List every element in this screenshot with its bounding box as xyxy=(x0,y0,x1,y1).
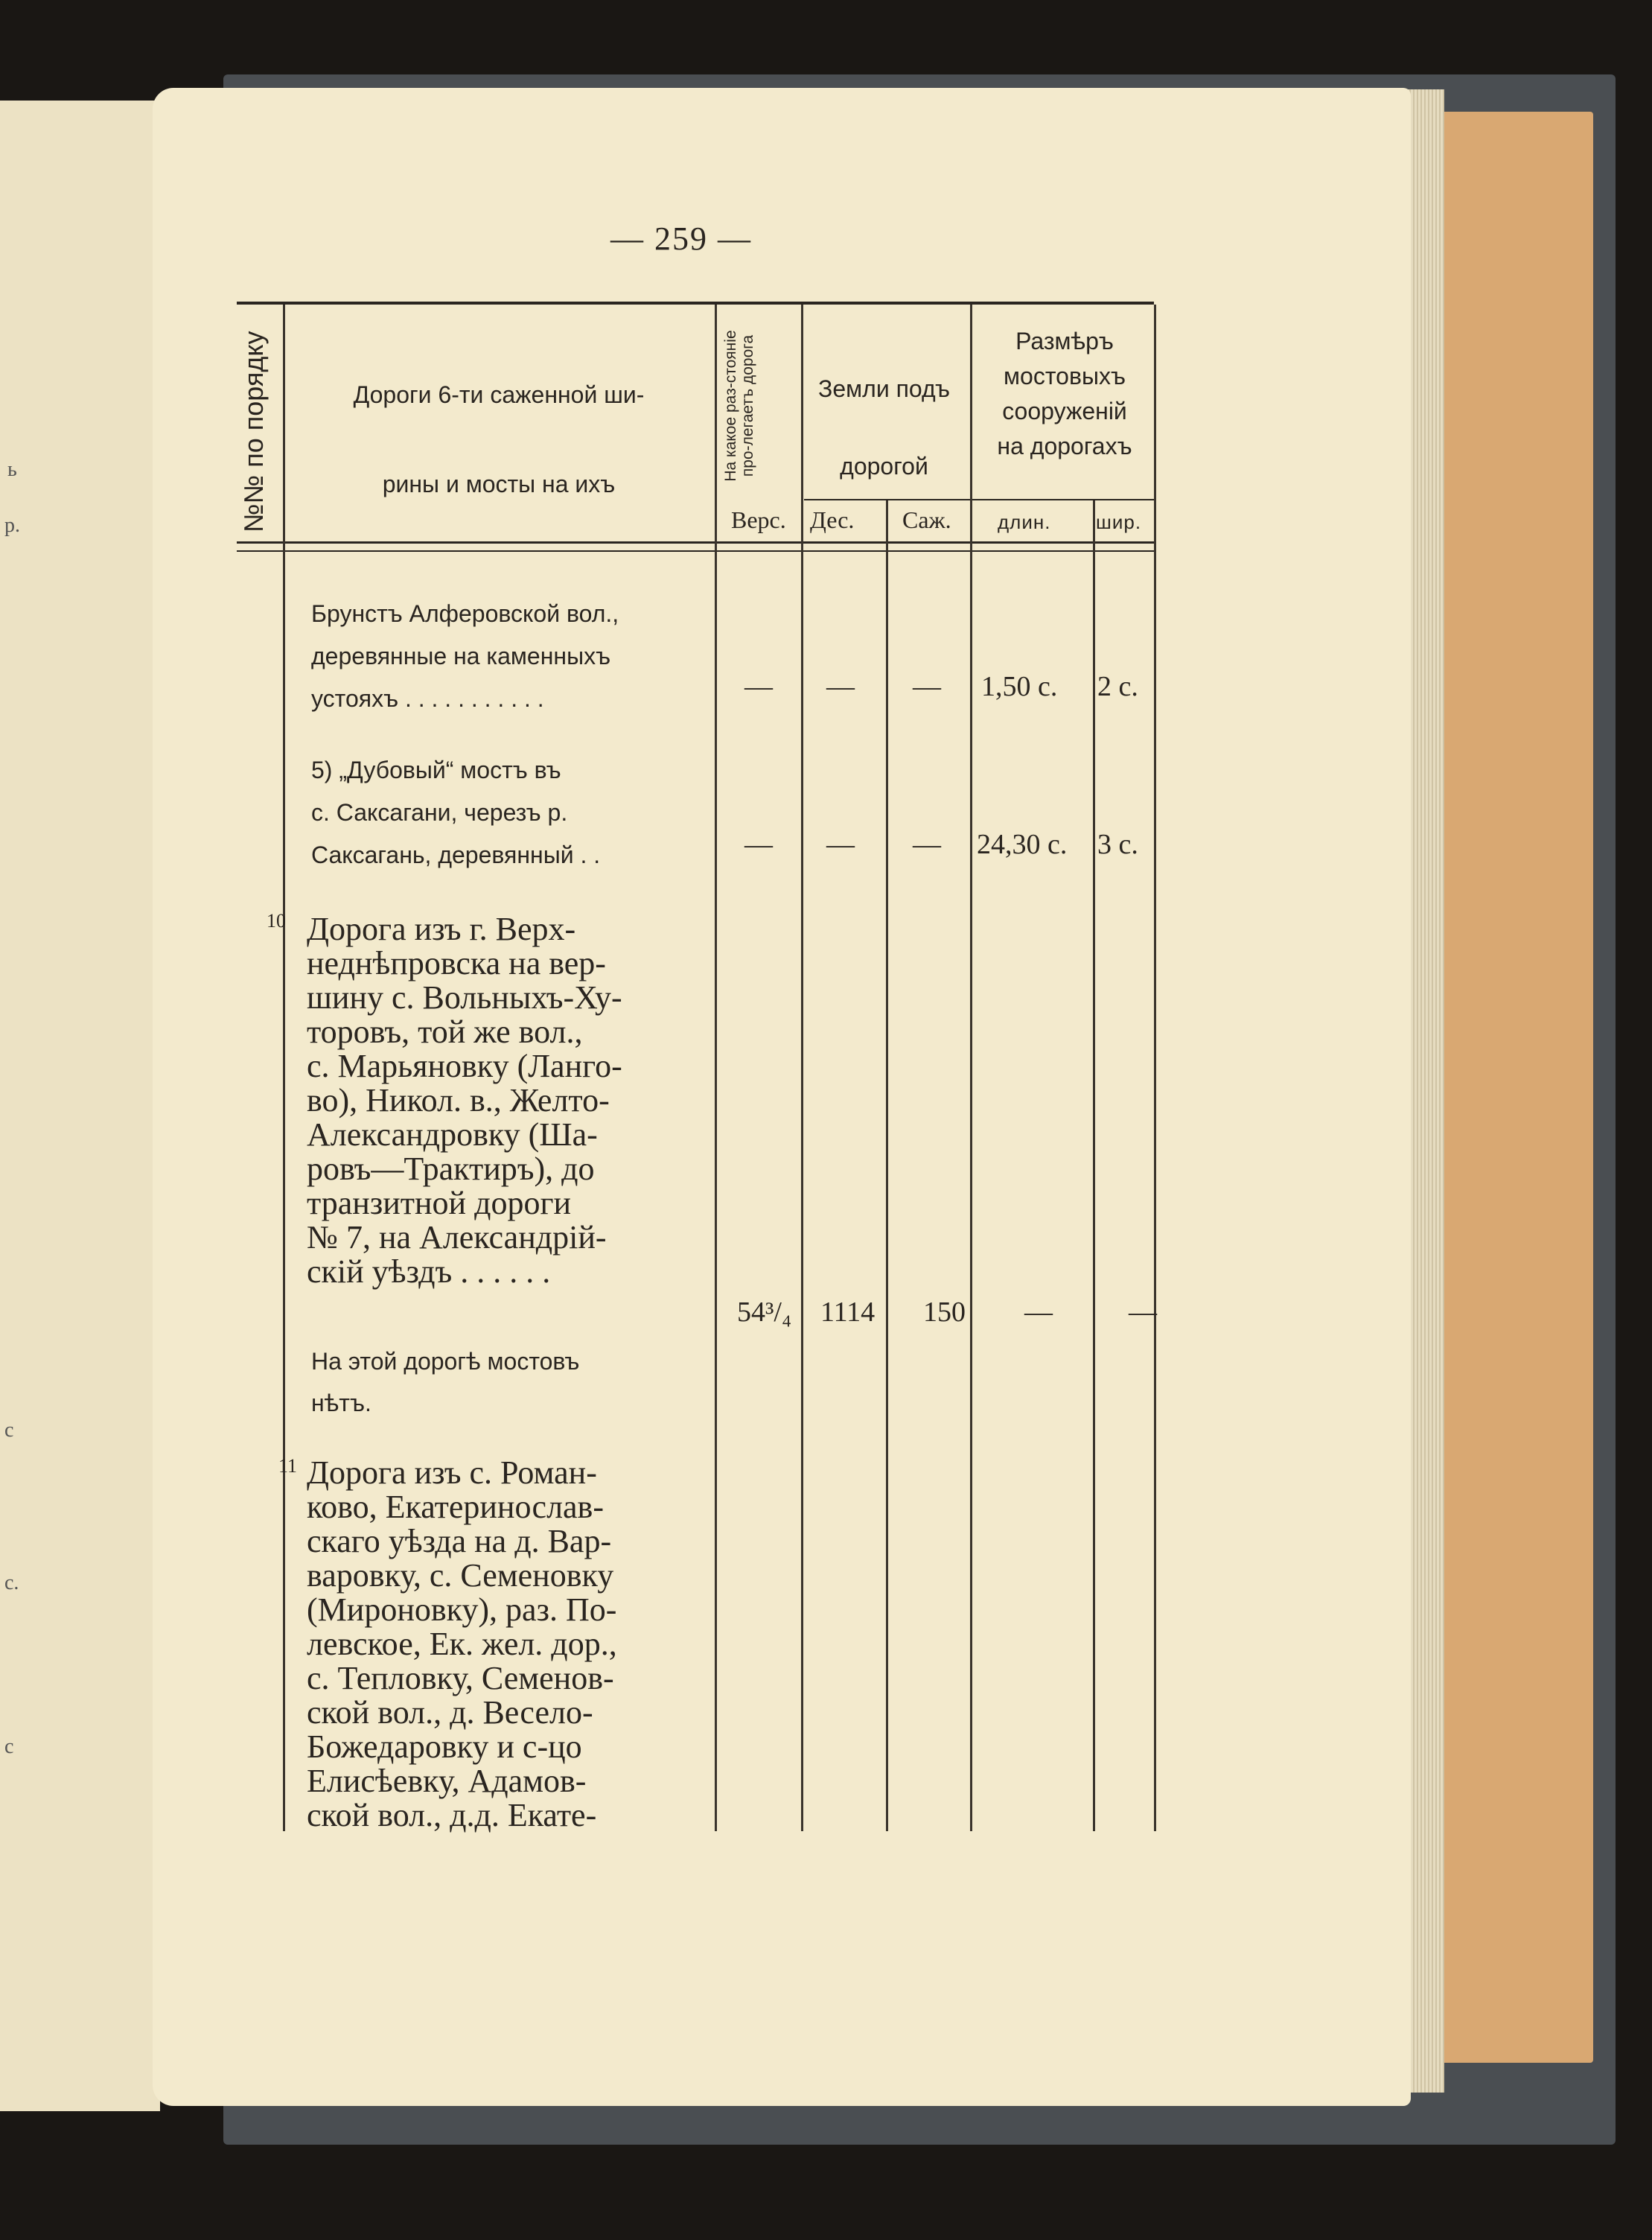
left-page-fragment: ь xyxy=(7,458,17,481)
cell-dlin: — xyxy=(1024,1296,1053,1328)
row-text-line: ской вол., д. Весело- xyxy=(307,1694,593,1731)
cell-dlin: 24,30 с. xyxy=(977,829,1068,860)
cell-sazh: — xyxy=(913,829,941,860)
row-text-line: Дорога изъ с. Роман- xyxy=(307,1454,597,1491)
cell-vers: 54³/₄ xyxy=(737,1296,792,1328)
subheader-shir: шир. xyxy=(1096,511,1142,533)
row-text-line: скій уѣздъ . . . . . . xyxy=(307,1253,551,1290)
header-lands-line: дорогой xyxy=(840,453,928,480)
header-distance: На какое раз-стояніе про-легаетъ дорога xyxy=(722,330,756,482)
row-text xyxy=(311,593,619,720)
cell-vers: — xyxy=(744,829,773,860)
column-divider xyxy=(970,305,972,1831)
row-text-line: скаго уѣзда на д. Вар- xyxy=(307,1523,612,1559)
column-divider xyxy=(1154,305,1156,1831)
header-sizes xyxy=(975,324,1154,464)
row-note-line: На этой дорогѣ мостовъ xyxy=(311,1348,580,1375)
row-text-line: транзитной дороги xyxy=(307,1185,572,1221)
row-text-line: Божедаровку и с-цо xyxy=(307,1728,582,1765)
row-text-line: левское, Ек. жел. дор., xyxy=(307,1626,617,1662)
column-divider xyxy=(283,305,285,1831)
page-number: — 259 — xyxy=(610,220,752,257)
row-text-line: устояхъ . . . . . . . . . . . xyxy=(311,685,544,712)
cell-des: 1114 xyxy=(820,1296,876,1328)
row-text xyxy=(307,1456,617,1833)
row-text-line: ской вол., д.д. Екате- xyxy=(307,1797,597,1833)
subheader-sazh: Саж. xyxy=(902,506,951,533)
cell-shir: 3 с. xyxy=(1097,829,1138,860)
row-number: 10 xyxy=(267,910,286,932)
header-title-line: рины и мосты на ихъ xyxy=(382,471,616,497)
header-bottom-rule xyxy=(237,550,1154,552)
left-page-fragment: с xyxy=(4,1735,14,1758)
header-lands xyxy=(804,350,964,505)
row-text-line: во), Никол. в., Желто- xyxy=(307,1082,610,1119)
column-divider xyxy=(715,305,717,1831)
header-sizes-line: сооруженій xyxy=(1002,398,1127,424)
row-note xyxy=(311,1340,579,1424)
cell-des: — xyxy=(826,829,855,860)
row-text-line: Александровку (Ша- xyxy=(307,1116,598,1153)
cell-shir: — xyxy=(1129,1296,1157,1328)
header-lands-line: Земли подъ xyxy=(818,375,950,402)
row-text-line: № 7, на Александрій- xyxy=(307,1219,607,1256)
row-text-line: деревянные на каменныхъ xyxy=(311,643,611,669)
row-text-line: Елисѣевку, Адамов- xyxy=(307,1763,587,1799)
header-number-column: №№ по порядку xyxy=(238,331,269,532)
subheader-dlin: длин. xyxy=(998,511,1051,533)
row-text-line: шину с. Вольныхъ-Ху- xyxy=(307,979,622,1016)
row-text-line: ково, Екатеринослав- xyxy=(307,1489,604,1525)
header-title xyxy=(305,350,692,529)
column-divider xyxy=(801,305,803,1831)
subheader-des: Дес. xyxy=(810,506,855,533)
row-text-line: ровъ—Трактиръ), до xyxy=(307,1151,595,1187)
row-text-line: Саксагань, деревянный . . xyxy=(311,841,601,868)
header-title-line: Дороги 6-ти саженной ши- xyxy=(353,381,645,408)
row-number: 11 xyxy=(278,1455,298,1477)
row-text-line: Дорога изъ г. Верх- xyxy=(307,911,576,947)
left-page-fragment: с. xyxy=(4,1571,19,1594)
cell-vers: — xyxy=(744,671,773,702)
row-text-line: варовку, с. Семеновку xyxy=(307,1557,614,1594)
table-top-rule xyxy=(237,302,1154,305)
row-note-line: нѣтъ. xyxy=(311,1390,371,1416)
cell-shir: 2 с. xyxy=(1097,671,1138,702)
header-bottom-rule xyxy=(237,541,1154,544)
row-text-line: 5) „Дубовый“ мостъ въ xyxy=(311,757,561,783)
cell-des: — xyxy=(826,671,855,702)
row-text-line: (Мироновку), раз. По- xyxy=(307,1591,617,1628)
column-divider xyxy=(886,500,888,1831)
cell-sazh: 150 xyxy=(923,1296,966,1328)
column-divider xyxy=(1093,500,1095,1831)
row-text-line: неднѣпровска на вер- xyxy=(307,945,606,981)
row-text xyxy=(307,912,622,1289)
header-sizes-line: на дорогахъ xyxy=(997,433,1132,459)
left-page-fragment: р. xyxy=(4,514,20,537)
left-page-fragment: с xyxy=(4,1419,14,1442)
cover-edge xyxy=(1437,112,1593,2063)
header-sizes-line: мостовыхъ xyxy=(1004,363,1126,389)
row-text-line: с. Тепловку, Семенов- xyxy=(307,1660,614,1696)
cell-sazh: — xyxy=(913,671,941,702)
cell-dlin: 1,50 с. xyxy=(981,671,1058,702)
header-sizes-line: Размѣръ xyxy=(1015,328,1114,354)
left-page xyxy=(0,101,160,2111)
row-text-line: с. Саксагани, черезъ р. xyxy=(311,799,568,826)
row-text-line: Брунстъ Алферовской вол., xyxy=(311,600,619,627)
row-text xyxy=(311,749,600,876)
row-text-line: торовъ, той же вол., xyxy=(307,1014,583,1050)
subheader-vers: Верс. xyxy=(731,506,786,533)
row-text-line: с. Марьяновку (Ланго- xyxy=(307,1048,622,1084)
